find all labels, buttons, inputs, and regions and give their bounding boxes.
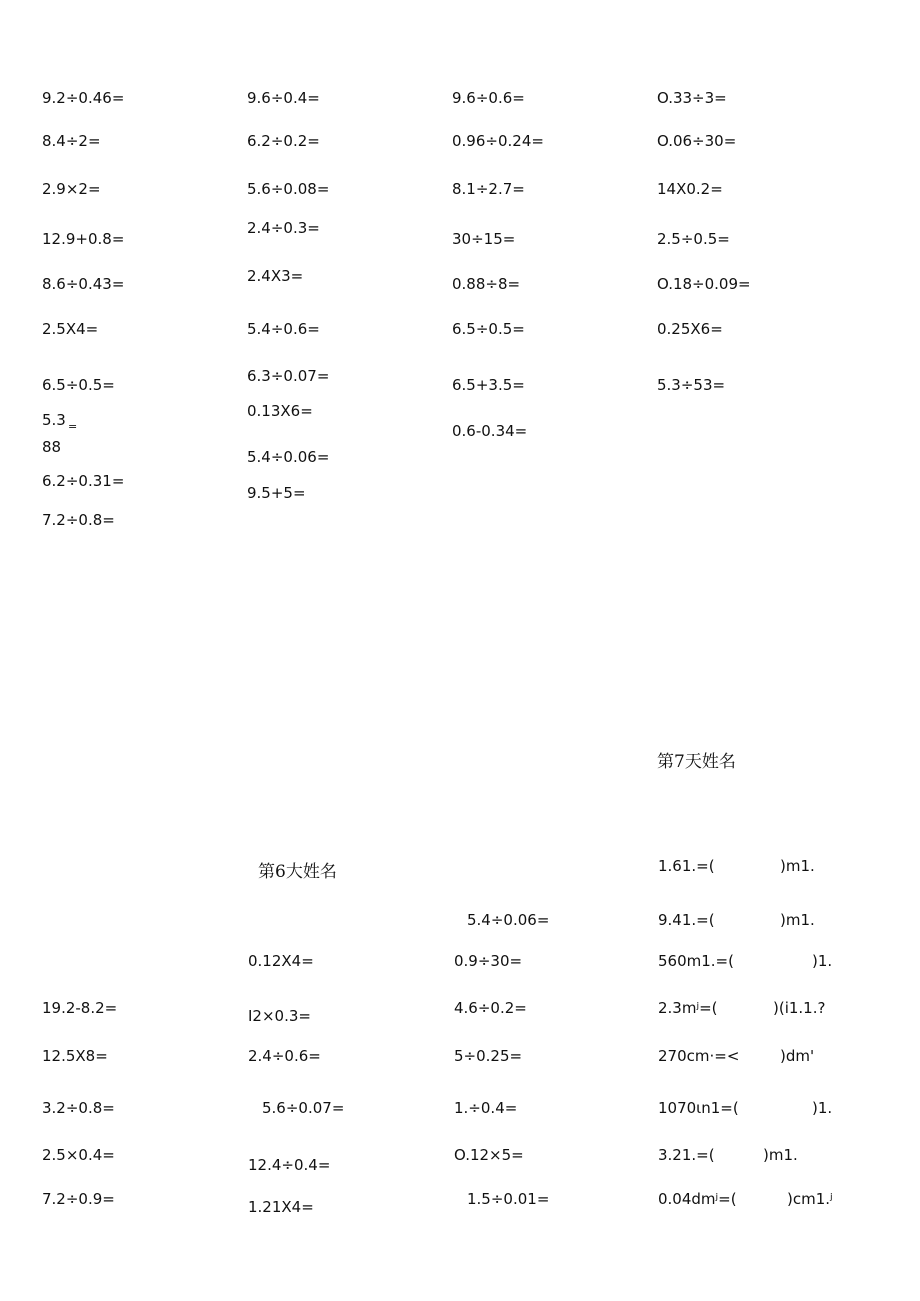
problem-item: 12.4÷0.4=: [248, 1156, 331, 1174]
problem-item: 2.5÷0.5=: [657, 230, 730, 248]
unit-conversion-answer-unit: )m1.: [780, 857, 815, 875]
unit-conversion-answer-unit: )1.: [812, 952, 833, 970]
problem-item: 4.6÷0.2=: [454, 999, 527, 1017]
unit-conversion-answer-unit: )1.: [812, 1099, 833, 1117]
day6-heading: 第6大姓名: [258, 862, 337, 882]
problem-item: 2.4÷0.3=: [247, 219, 320, 237]
problem-item: 19.2-8.2=: [42, 999, 118, 1017]
problem-item: O.33÷3=: [657, 89, 727, 107]
problem-item: 5÷0.25=: [454, 1047, 523, 1065]
problem-item: 9.5+5=: [247, 484, 306, 502]
problem-item: 0.88÷8=: [452, 275, 521, 293]
unit-conversion-item: 0.04dmʲ=(: [658, 1190, 737, 1208]
problem-item: 1.21X4=: [248, 1198, 314, 1216]
problem-item: 6.5+3.5=: [452, 376, 525, 394]
problem-item: O.06÷30=: [657, 132, 737, 150]
problem-item: 6.2÷0.2=: [247, 132, 320, 150]
unit-conversion-answer-unit: )dm': [780, 1047, 815, 1065]
problem-item: 14X0.2=: [657, 180, 723, 198]
problem-item: 7.2÷0.9=: [42, 1190, 115, 1208]
day7-heading: 第7天姓名: [657, 752, 736, 772]
fraction-denominator: 88: [42, 438, 62, 456]
problem-item: 3.2÷0.8=: [42, 1099, 115, 1117]
problem-item: 0.9÷30=: [454, 952, 523, 970]
unit-conversion-answer-unit: )m1.: [780, 911, 815, 929]
problem-item: 2.4X3=: [247, 267, 304, 285]
problem-item: O.12×5=: [454, 1146, 524, 1164]
problem-item: 6.3÷0.07=: [247, 367, 330, 385]
problem-item: 0.6-0.34=: [452, 422, 528, 440]
unit-conversion-answer-unit: )m1.: [763, 1146, 798, 1164]
problem-item: 7.2÷0.8=: [42, 511, 115, 529]
problem-item: 9.6÷0.6=: [452, 89, 525, 107]
problem-item: 2.5X4=: [42, 320, 99, 338]
problem-item: O.18÷0.09=: [657, 275, 751, 293]
fraction-numerator: 5.3: [42, 411, 66, 429]
problem-item: 5.3÷53=: [657, 376, 726, 394]
unit-conversion-item: 1.61.=(: [658, 857, 715, 875]
problem-item: 1.÷0.4=: [454, 1099, 518, 1117]
unit-conversion-item: 3.21.=(: [658, 1146, 715, 1164]
problem-item: 8.4÷2=: [42, 132, 101, 150]
unit-conversion-item: 2.3mʲ=(: [658, 999, 718, 1017]
problem-item: 6.2÷0.31=: [42, 472, 125, 490]
problem-item: 6.5÷0.5=: [42, 376, 115, 394]
problem-item: 9.6÷0.4=: [247, 89, 320, 107]
problem-item: 30÷15=: [452, 230, 516, 248]
problem-item: 9.2÷0.46=: [42, 89, 125, 107]
problem-item: 5.4÷0.06=: [247, 448, 330, 466]
unit-conversion-item: 1070ιn1=(: [658, 1099, 739, 1117]
problem-item: 0.25X6=: [657, 320, 723, 338]
problem-item: 0.96÷0.24=: [452, 132, 544, 150]
problem-item: 12.5X8=: [42, 1047, 108, 1065]
unit-conversion-answer-unit: )(i1.1.?: [773, 999, 826, 1017]
problem-item: 6.5÷0.5=: [452, 320, 525, 338]
problem-item: 8.6÷0.43=: [42, 275, 125, 293]
unit-conversion-item: 270cm·=<: [658, 1047, 740, 1065]
problem-item: 2.4÷0.6=: [248, 1047, 321, 1065]
problem-item: 12.9+0.8=: [42, 230, 125, 248]
fraction-equals-mark: =: [68, 420, 78, 433]
problem-item: 2.5×0.4=: [42, 1146, 115, 1164]
unit-conversion-item: 9.41.=(: [658, 911, 715, 929]
problem-item: 5.4÷0.06=: [467, 911, 550, 929]
problem-item: 5.4÷0.6=: [247, 320, 320, 338]
unit-conversion-answer-unit: )cm1.ʲ: [787, 1190, 833, 1208]
problem-item: 1.5÷0.01=: [467, 1190, 550, 1208]
unit-conversion-item: 560m1.=(: [658, 952, 734, 970]
problem-item: 2.9×2=: [42, 180, 101, 198]
problem-item: 0.13X6=: [247, 402, 313, 420]
problem-item: 0.12X4=: [248, 952, 314, 970]
problem-item: I2×0.3=: [248, 1007, 311, 1025]
problem-item: 5.6÷0.07=: [262, 1099, 345, 1117]
problem-item: 5.6÷0.08=: [247, 180, 330, 198]
problem-item: 8.1÷2.7=: [452, 180, 525, 198]
